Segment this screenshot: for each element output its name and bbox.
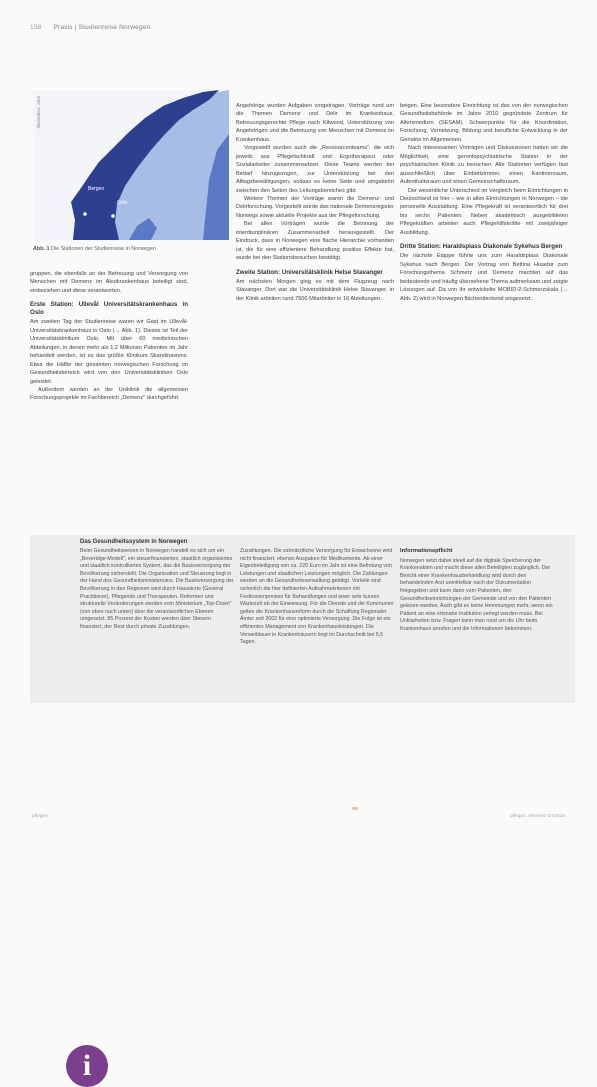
- subheading-station-3: Dritte Station: Haraldsplass Diakonale Sykehus Bergen: [400, 243, 563, 251]
- page-number: 158: [30, 24, 42, 31]
- info-box-title: Das Gesundheitssystem in Norwegen: [80, 539, 188, 545]
- info-column-2: [240, 548, 395, 647]
- paragraph: Weitere Themen der Vorträge waren die Demenz- und Delirforschung. Vorgestellt wurde das nationale Demenzregister Norwegs sowie aktuelle Projekte aus der Pflegeforschung.: [236, 195, 394, 219]
- info-column-1: [80, 548, 235, 632]
- info-paragraph: Beim Gesundheitswesen in Norwegen handelt es sich um ein „Beveridge-Modell", ein steuerfinanziertes, staatlich organisiertes und staatlich kontrolliertes System, das die Basisversorgung der Bevölkerung sicherstellt. Die Organisation und Steuerung liegt in der Hand des Gesundheitsministeriums. Die Basisversorgung der Bevölkerung in den Regionen wird durch Hausärzte (General Practitioner), Pflegende und Therapeuten. Reformen und strukturelle Veränderungen werden vom Ministerium „Top-Down" (von oben nach unten) über die verantwortlichen Ebenen umgesetzt. 85 Prozent der Kosten werden über Steuern finanziert, der Rest durch private Zuzahlungen.: [80, 548, 234, 630]
- illustration-credit: Illustration: Jobs: [36, 96, 41, 129]
- map-label-bergen: Bergen: [88, 186, 105, 192]
- paragraph: Am zweiten Tag der Studienreise waren wir Gast im Ullevål-Universitätskrankenhaus in Oslo (→ Abb. 1). Dieses ist Teil der Universitätsklinikum Oslo. Mit über 60 medizinischen Abteilungen, in denen mehr als 1,2 Millionen Patienten im Jahr behandelt werden, ist es das größte Klinikum Skandinaviens. Etwa die Hälfte der gesamten norwegischen Forschung im Gesundheitsbereich wird von den Universitätskliniken Oslo geleistet.: [30, 319, 188, 385]
- text-column-2: [236, 102, 394, 303]
- info-paragraph: Norwegen setzt dabei ideell auf die digitale Speicherung der Krankenakten und macht diese allen Beteiligten zugänglich. Der Bericht einer Krankenhausbehandlung wird durch den behandelnden Arzt unmittelbar nach der Dokumentation freigegeben und kann dann vom Patienten, den Gesundheitseinrichtungen der Gemeinde und von den Patienten gelesen werden. Auch gibt es keine Hemmungen mehr, wenn ein Patient an eine ortsnahe Institution verlegt werden muss. Bei Unklarheiten bzw. Fragen kann man rund um die Uhr beim Krankenhaus anrufen und die Informationen bekommen.: [400, 557, 553, 632]
- figure-caption: [33, 246, 229, 254]
- map-marker-bergen: [83, 212, 87, 216]
- map-label-oslo: Oslo: [117, 200, 128, 206]
- paragraph: Vorgestellt wurden auch die „Ressourcenteams", die sich jeweils aus Pflegefachkraft und Ergotherapeut oder Sozialarbeiter zusammensetzen. Diese Teams werden bei Bedarf hinzugezogen, zur Unterstützung bei den Alltagsbewältigungen, sodass es keine Seite und umgekehrt zwischen den Seiten des Leitungsbereiches gibt.: [236, 145, 394, 194]
- norway-map: [33, 90, 229, 240]
- paragraph: Bei allen Vorträgen wurde die Betonung der interdisziplinären Zusammenarbeit herausgestellt. Der Eindruck, dass in Norwegen eine flache Hierarchie vorhanden ist, die für eine effizientere Behandlung positive Effekte hat, wurde bei den Stationsbesuchen bestätigt.: [236, 221, 394, 262]
- info-paragraph: Zuzahlungen. Die zahnärztliche Versorgung für Erwachsene wird nicht finanziert, ebenso Ausgaben für Medikamente. Ab einer Eigenbeteiligung von ca. 220 Euro im Jahr ist eine Befreiung von Leistungen und staatlichen Leistungen möglich. Die Zahlungen werden an die Gesundheitsverwaltung getätigt. Vorteile sind sicherlich die hier definierten Aufnahmekriterien mit Festkostenpreisen für Behandlungen und einer sehr kurzen Wartezeit ab der Einweisung. Für die Dienste und die Kommunen gelten die Krankenhausreform durch die Schaffung Regionaler Ämter seit 2002 für eine optimierte Versorgung. Die Folge ist ein effizientes Management von Krankenhausleistungen. Die Verweildauer in Krankenhäusern liegt im Durchschnitt bei 5,5 Tagen.: [240, 548, 394, 646]
- map-graphic: [33, 90, 229, 240]
- caption-lead: Abb. 1: [33, 246, 50, 252]
- section-title: Praxis | Studienreise Norwegen: [53, 24, 151, 31]
- paragraph: Nach interessanten Vorträgen und Diskussionen hatten wir die Möglichkeit, eine gerontopsychiatrische Station in der psychiatrischen Klinik zu besuchen. Alle Stationen verfügen fast ausschließlich über Einbettzimmer, einen Kantinenraum, Aufenthaltsraum und einen Gemeinschaftsraum.: [400, 145, 568, 186]
- caption-text: Die Stationen der Studienreise in Norwegen: [50, 246, 156, 252]
- paragraph: Angehörige wurden Aufgaben vorgetragen. Vorträge rund um die Themen Demenz und Delir im Krankenhaus, Betreuungsgerechte Pflege nach Kitwood, Unterstützung von Angehörigen und die Betreuung von Menschen mit Demenz im Krankenhaus.: [236, 103, 394, 143]
- paragraph: Der wesentliche Unterschied im Vergleich beim Einrichtungen in Deutschland ist hier – wie in allen Einrichtungen in Norwegen – die personelle Ausstattung. Eine Pflegekraft ist verantwortlich für drei bis sechs Patienten. Neben akademisch ausgebildeten Pflegekräften arbeiten auch Pflegehilfskräfte mit zweijähriger Ausbildung.: [400, 187, 568, 236]
- info-column-3: [400, 548, 560, 634]
- paragraph: gruppen, die ebenfalls an der Betreuung und Versorgung von Menschen mit Demenz im Akutkrankenhaus beteiligt sind, einbeziehen und diese verantworten.: [30, 271, 188, 294]
- paragraph: beigen. Eine besondere Einrichtung ist das von der norwegischen Gesundheitsbehörde im Jahre 2010 gegründete Zentrum für Altersmedizin (SESAM). Schwerpunkte für die Koordination, Forschung, Vernetzung, Bildung und berufliche Entwicklung in der Geriatrie im Allgemeinen.: [400, 103, 568, 143]
- running-header: [30, 24, 150, 31]
- subheading-station-2: Zweite Station: Universitätsklinik Helse Stavanger: [236, 268, 383, 276]
- paragraph: Am nächsten Morgen ging es mit dem Flugzeug nach Stavanger. Dort war die Universitätsklinik Helse Stavanger, in der Klinik arbeiten rund 7500 Mitarbeiter in 16 Abteilungen.: [236, 278, 394, 302]
- subheading-station-1: Erste Station: Ullevål Universitätskrankenhaus in Oslo: [30, 301, 188, 317]
- text-column-1: [30, 270, 188, 403]
- paragraph: Außerdem werden an der Uniklinik die allgemeinen Forschungsprojekte im Fachbereich „Demenz" durchgeführt.: [30, 386, 188, 402]
- info-subheading: Informationspflicht: [400, 548, 453, 554]
- thumb-smudge: [352, 807, 358, 810]
- footer-left: pflegen: [32, 814, 48, 819]
- footer-right: pflegen: Demenz 34/2015: [510, 814, 565, 819]
- map-marker-oslo: [111, 214, 115, 218]
- text-column-3: [400, 102, 568, 303]
- info-icon: i: [66, 1045, 108, 1087]
- paragraph: Die nächste Etappe führte uns zum Haraldsplass Diakonale Sykehus nach Bergen. Der Vortrag von Bettina Husebø zum Forschungsthema Schmerz und Demenz machten auf das bedeutende und häufig übersehene Thema aufmerksam und zeigte Lösungen auf. Da von ihr entwickelte MOBID-2-Schmerzskala (→ Abb. 2) wird in Norwegen flächendeckend eingesetzt.: [400, 253, 568, 302]
